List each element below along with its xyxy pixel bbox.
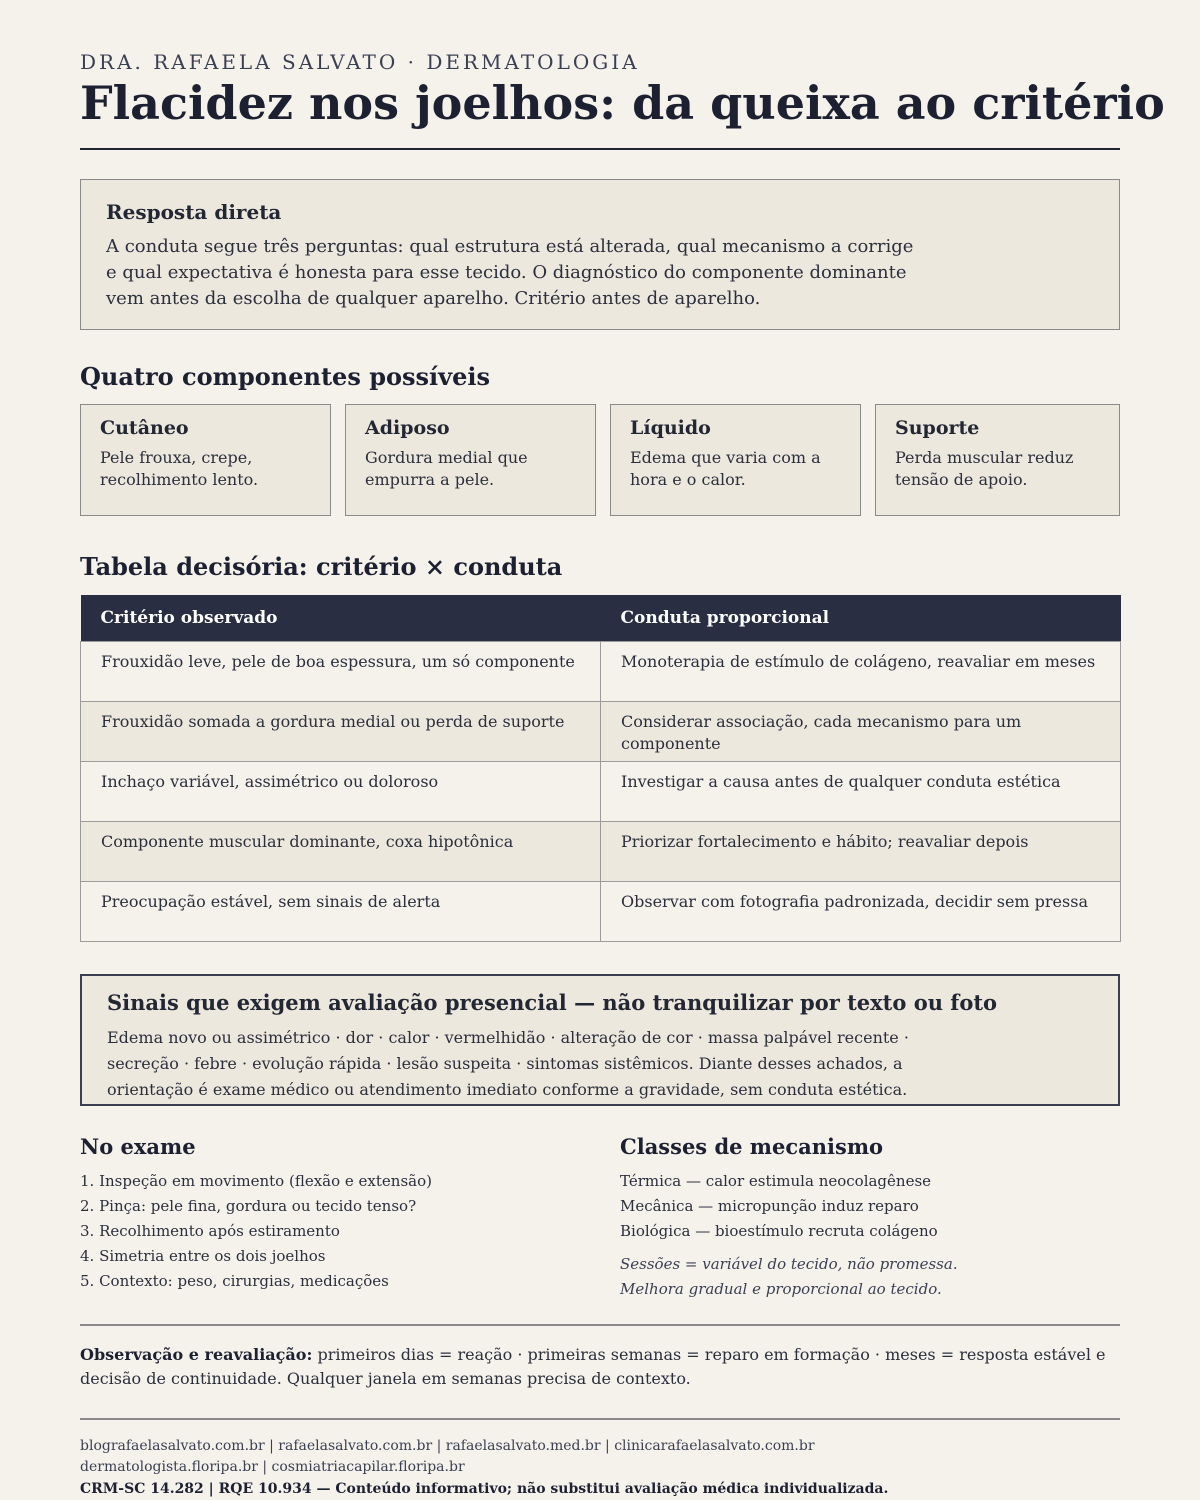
table-row	[81, 881, 1121, 941]
component-card-title: Cutâneo	[100, 417, 189, 439]
decision-table-heading: Tabela decisória: critério × conduta	[80, 552, 563, 581]
observation-paragraph	[80, 1343, 1120, 1391]
component-card-liquido	[610, 404, 861, 516]
exam-column	[80, 1134, 600, 1294]
exam-heading: No exame	[80, 1134, 196, 1159]
component-card-text: Perda muscular reduz tensão de apoio.	[895, 448, 1074, 489]
component-card-suporte	[875, 404, 1120, 516]
footer-links: dermatologista.floripa.br | cosmiatriacapilar.floripa.br	[80, 1459, 465, 1475]
table-header-row	[81, 595, 1121, 641]
criterion-cell: Inchaço variável, assimétrico ou doloroso	[81, 761, 601, 821]
observation-text: primeiros dias = reação · primeiras semanas = reparo em formação · meses = resposta estável e decisão de continuidade. Qualquer janela em semanas precisa de contexto.	[80, 1345, 1106, 1388]
table-row	[81, 821, 1121, 881]
list-item: 2. Pinça: pele fina, gordura ou tecido tenso?	[80, 1197, 417, 1215]
table-row	[81, 641, 1121, 701]
component-card-text: Edema que varia com a hora e o calor.	[630, 448, 821, 489]
action-cell: Investigar a causa antes de qualquer conduta estética	[601, 761, 1121, 821]
mechanisms-heading: Classes de mecanismo	[620, 1134, 884, 1159]
footer-links: blografaelasalvato.com.br | rafaelasalvato.com.br | rafaelasalvato.med.br | clinicarafaelasalvato.com.br	[80, 1438, 815, 1454]
direct-answer-text: A conduta segue três perguntas: qual estrutura está alterada, qual mecanismo a corrige e qual expectativa é honesta para esse tecido. O diagnóstico do componente dominante vem antes da escolha de qualquer aparelho. Critério antes de aparelho.	[106, 236, 914, 309]
title-divider	[80, 148, 1120, 150]
criterion-cell: Preocupação estável, sem sinais de alerta	[81, 881, 601, 941]
action-cell: Considerar associação, cada mecanismo para um componente	[601, 701, 1121, 761]
decision-table	[80, 595, 1121, 942]
criterion-cell: Componente muscular dominante, coxa hipotônica	[81, 821, 601, 881]
mechanisms-notes	[620, 1252, 1120, 1302]
mechanism-note: Melhora gradual e proporcional ao tecido.	[620, 1280, 942, 1298]
observation-label: Observação e reavaliação:	[80, 1345, 313, 1364]
mechanisms-column	[620, 1134, 1120, 1302]
action-cell: Observar com fotografia padronizada, decidir sem pressa	[601, 881, 1121, 941]
direct-answer-box	[80, 179, 1120, 330]
author-eyebrow: DRA. RAFAELA SALVATO · DERMATOLOGIA	[80, 50, 640, 74]
footer-legal: CRM-SC 14.282 | RQE 10.934 — Conteúdo informativo; não substitui avaliação médica individualizada.	[80, 1481, 889, 1497]
warning-signs-heading: Sinais que exigem avaliação presencial — não tranquilizar por texto ou foto	[107, 990, 998, 1015]
list-item: 5. Contexto: peso, cirurgias, medicações	[80, 1272, 389, 1290]
table-row	[81, 701, 1121, 761]
list-item: Biológica — bioestímulo recruta colágeno	[620, 1222, 938, 1240]
criterion-cell: Frouxidão somada a gordura medial ou perda de suporte	[81, 701, 601, 761]
component-card-title: Suporte	[895, 417, 980, 439]
components-heading: Quatro componentes possíveis	[80, 362, 490, 391]
list-item: 3. Recolhimento após estiramento	[80, 1222, 340, 1240]
page-title: Flacidez nos joelhos: da queixa ao critério	[80, 76, 1165, 130]
list-item: Térmica — calor estimula neocolagênese	[620, 1172, 932, 1190]
footer-divider	[80, 1418, 1120, 1420]
component-card-title: Líquido	[630, 417, 711, 439]
footer	[80, 1436, 1120, 1500]
warning-signs-box	[80, 974, 1120, 1106]
component-card-text: Pele frouxa, crepe, recolhimento lento.	[100, 448, 259, 489]
list-item: Mecânica — micropunção induz reparo	[620, 1197, 919, 1215]
table-row	[81, 761, 1121, 821]
components-cards	[80, 404, 1120, 516]
direct-answer-heading: Resposta direta	[106, 200, 282, 224]
column-header-criterion: Critério observado	[81, 595, 601, 641]
exam-list	[80, 1169, 600, 1294]
component-card-cutaneo	[80, 404, 331, 516]
action-cell: Priorizar fortalecimento e hábito; reavaliar depois	[601, 821, 1121, 881]
mechanisms-list	[620, 1169, 1120, 1244]
component-card-title: Adiposo	[365, 417, 450, 439]
section-divider	[80, 1324, 1120, 1326]
warning-signs-text: Edema novo ou assimétrico · dor · calor · vermelhidão · alteração de cor · massa palpável recente · secreção · febre · evolução rápida · lesão suspeita · sintomas sistêmicos. Diante desses achados, a orientação é exame médico ou atendimento imediato conforme a gravidade, sem conduta estética.	[107, 1028, 909, 1099]
column-header-action: Conduta proporcional	[601, 595, 1121, 641]
list-item: 4. Simetria entre os dois joelhos	[80, 1247, 326, 1265]
action-cell: Monoterapia de estímulo de colágeno, reavaliar em meses	[601, 641, 1121, 701]
mechanism-note: Sessões = variável do tecido, não promessa.	[620, 1255, 958, 1273]
component-card-adiposo	[345, 404, 596, 516]
criterion-cell: Frouxidão leve, pele de boa espessura, um só componente	[81, 641, 601, 701]
list-item: 1. Inspeção em movimento (flexão e extensão)	[80, 1172, 432, 1190]
component-card-text: Gordura medial que empurra a pele.	[365, 448, 528, 489]
